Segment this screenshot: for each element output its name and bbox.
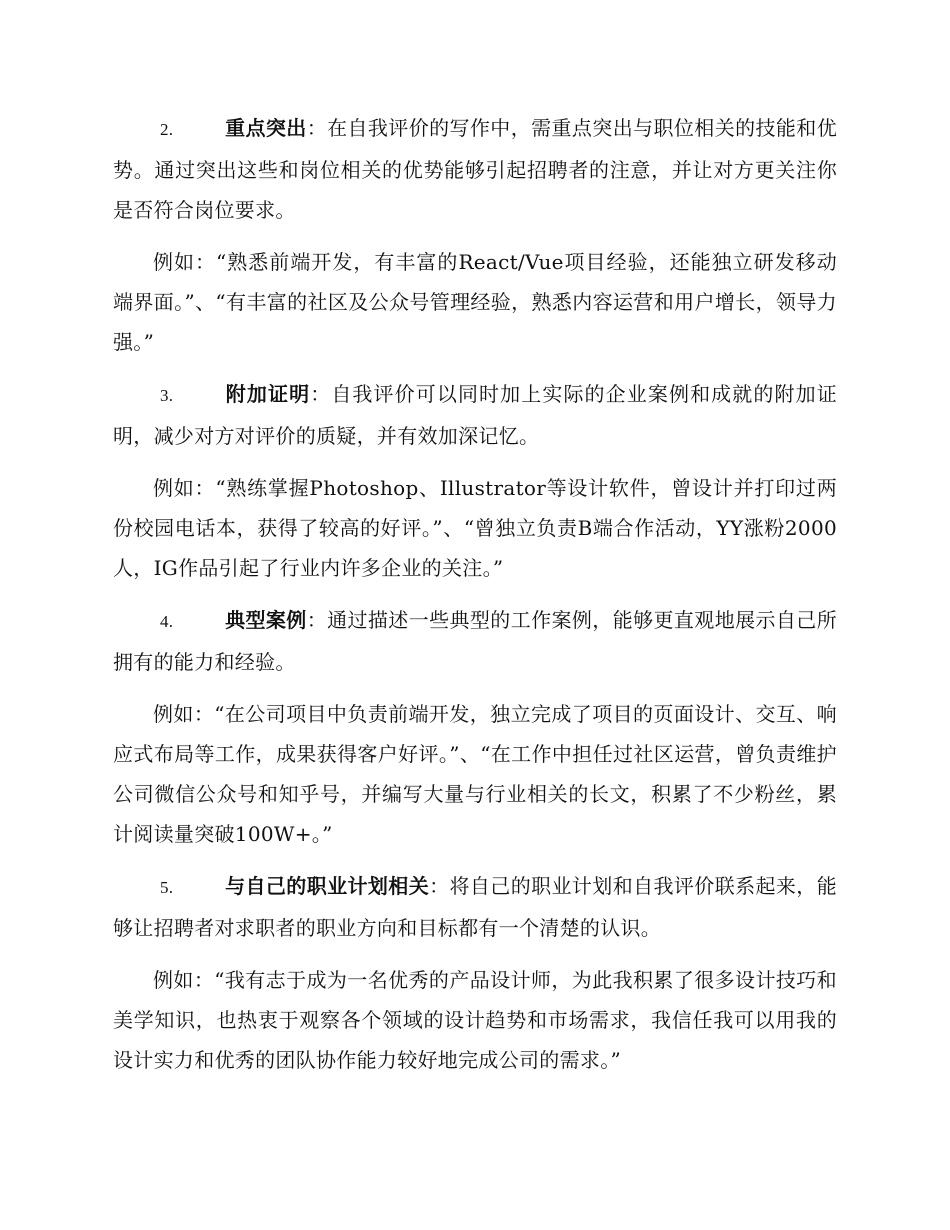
item-example: 例如：“在公司项目中负责前端开发，独立完成了项目的页面设计、交互、响应式布局等工作，成果获得客户好评。”、“在工作中担任过社区运营，曾负责维护公司微信公众号和知乎号，并编写大量与行业相关的长文，积累了不少粉丝，累计阅读量突破100W+。”	[113, 702, 837, 846]
item-number: 2.	[160, 120, 174, 139]
item-example: 例如：“我有志于成为一名优秀的产品设计师，为此我积累了很多设计技巧和美学知识，也热衷于观察各个领域的设计趋势和市场需求，我信任我可以用我的设计实力和优秀的团队协作能力较好地完成公司的需求。”	[113, 968, 837, 1072]
item-number: 5.	[160, 878, 174, 897]
item-body: ：在自我评价的写作中，需重点突出与职位相关的技能和优势。通过突出这些和岗位相关的优势能够引起招聘者的注意，并让对方更关注你是否符合岗位要求。	[113, 116, 837, 222]
list-item	[113, 866, 837, 1080]
item-example: 例如：“熟悉前端开发，有丰富的React/Vue项目经验，还能独立研发移动端界面。”、“有丰富的社区及公众号管理经验，熟悉内容运营和用户增长，领导力强。”	[113, 250, 837, 354]
item-number: 3.	[160, 386, 174, 405]
list-item	[113, 374, 837, 588]
item-heading: 典型案例	[225, 608, 307, 632]
list-item	[113, 108, 837, 362]
item-heading: 重点突出	[225, 116, 307, 140]
item-number: 4.	[160, 612, 174, 631]
list-item	[113, 600, 837, 854]
item-paragraph	[113, 108, 837, 230]
item-body: ：通过描述一些典型的工作案例，能够更直观地展示自己所拥有的能力和经验。	[113, 608, 837, 674]
item-paragraph	[113, 600, 837, 682]
item-paragraph	[113, 866, 837, 948]
item-body: ：自我评价可以同时加上实际的企业案例和成就的附加证明，减少对方对评价的质疑，并有效加深记忆。	[113, 382, 837, 448]
item-example: 例如：“熟练掌握Photoshop、Illustrator等设计软件，曾设计并打印过两份校园电话本，获得了较高的好评。”、“曾独立负责B端合作活动，YY涨粉2000人，IG作品引起了行业内许多企业的关注。”	[113, 476, 837, 580]
item-heading: 与自己的职业计划相关	[225, 874, 430, 898]
item-heading: 附加证明	[225, 382, 311, 406]
item-body: ：将自己的职业计划和自我评价联系起来，能够让招聘者对求职者的职业方向和目标都有一个清楚的认识。	[113, 874, 838, 940]
document-page	[113, 108, 837, 1080]
item-paragraph	[113, 374, 837, 456]
